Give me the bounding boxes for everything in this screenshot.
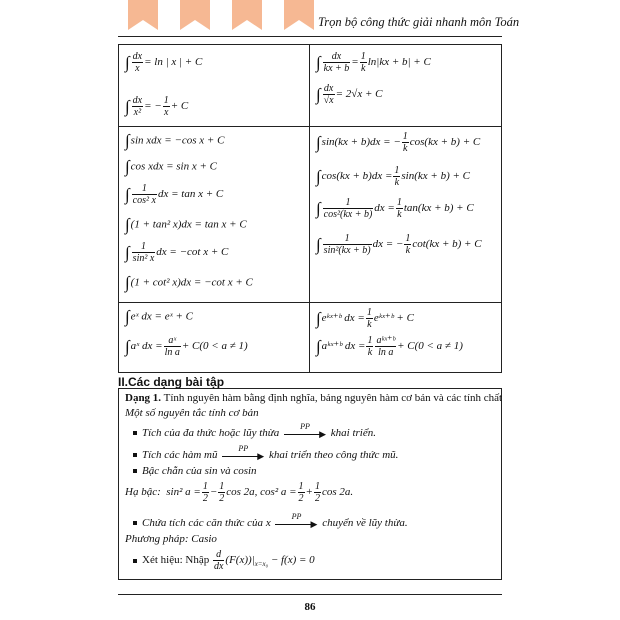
rule-exponential: Tích các hàm mũ PP ▶ khai triển theo công thức mũ. (133, 449, 398, 461)
formula-a-power-linear: ∫aᵏˣ⁺ᵇ dx = $\frac{1}{k}$ $\frac{\text{aᵏˣ⁺ᵇ}}{\text{ln a}}$ + C(0 < a ≠ 1) (316, 335, 463, 358)
formula-sin-linear: ∫sin(kx + b)dx = − $\frac{1}{k}$ cos(kx + b) + C (316, 131, 481, 154)
formula-dx-over-linear: ∫ $\frac{dx}{kx + b}$ = $\frac{1}{k}$ ln|kx + b| + C (316, 51, 431, 74)
bullet-icon (133, 521, 137, 525)
page-number: 86 (304, 601, 316, 613)
formula-cos: ∫cos xdx = sin x + C (125, 157, 218, 176)
bullet-icon (133, 559, 137, 563)
exercise-type-box (118, 388, 502, 580)
formula-exp: ∫eˣ dx = eˣ + C (125, 307, 193, 326)
formula-dx-over-x-squared: ∫ $\frac{dx}{\text{x²}}$ = − $\frac{1}{x}$ + C (125, 95, 189, 118)
box-intro: Một số nguyên tắc tính cơ bản (125, 407, 259, 419)
rule-even-power: Bậc chẵn của sin và cosin (133, 465, 257, 477)
formula-cos-linear: ∫cos(kx + b)dx = $\frac{1}{k}$ sin(kx + b) + C (316, 165, 471, 188)
formula-dx-over-sqrt: ∫ $\frac{dx}{√x}$ = 2√x + C (316, 83, 383, 106)
header-chevron-decoration (128, 0, 318, 30)
cell-exp-left (119, 303, 310, 373)
cell-basic-left (119, 45, 310, 127)
right-arrow-icon: PP ▶ (222, 449, 264, 461)
rule-polynomial: Tích của đa thức hoặc lũy thừa PP ▶ khai triển. (133, 427, 376, 439)
cell-basic-right (310, 45, 502, 127)
right-arrow-icon: PP ▶ (284, 427, 326, 439)
bullet-icon (133, 453, 137, 457)
formula-dx-over-x: ∫ $\frac{dx}{x}$ = ln | x | + C (125, 51, 203, 74)
rule-power-reduction: Hạ bậc: sin² a = $\frac{1}{2}$ − $\frac{1}{2}$ cos 2a, cos² a = $\frac{1}{2}$ + $\frac{1}{2}$ cos 2a. (125, 481, 354, 504)
formula-a-power-x: ∫aˣ dx = $\frac{\text{aˣ}}{\text{ln a}}$ + C(0 < a ≠ 1) (125, 335, 248, 358)
cell-trig-left (119, 127, 310, 303)
formula-sec-squared: ∫ $\frac{1}{\text{cos² x}}$ dx = tan x + C (125, 183, 224, 206)
rule-radicals: Chứa tích các căn thức của x PP ▶ chuyển về lũy thừa. (133, 517, 408, 529)
cell-trig-right (310, 127, 502, 303)
formula-csc-squared: ∫ $\frac{1}{\text{sin² x}}$ dx = −cot x + C (125, 241, 229, 264)
rule-casio-check: Xét hiệu: Nhập $\frac{d}{dx}$ $(F(x))|_{x=x_0} - f(x) = 0$ (133, 549, 315, 572)
formula-one-plus-cot-squared: ∫(1 + cot² x)dx = −cot x + C (125, 273, 253, 292)
formula-csc-squared-linear: ∫ $\frac{1}{\text{sin²(kx + b)}}$ dx = − $\frac{1}{k}$ cot(kx + b) + C (316, 233, 482, 256)
bullet-icon (133, 431, 137, 435)
formula-one-plus-tan-squared: ∫(1 + tan² x)dx = tan x + C (125, 215, 247, 234)
method-line: Phương pháp: Casio (125, 533, 217, 545)
bullet-icon (133, 469, 137, 473)
section-heading: II.Các dạng bài tập (118, 375, 225, 389)
box-heading: Dạng 1. Tính nguyên hàm bằng định nghĩa, bảng nguyên hàm cơ bản và các tính chất (125, 392, 503, 404)
formula-sec-squared-linear: ∫ $\frac{1}{\text{cos²(kx + b)}}$ dx = $\frac{1}{k}$ tan(kx + b) + C (316, 197, 474, 220)
footer-rule (118, 594, 502, 595)
antiderivative-table (118, 44, 502, 373)
right-arrow-icon: PP ▶ (275, 517, 317, 529)
header-rule (118, 36, 502, 37)
cell-exp-right (310, 303, 502, 373)
formula-exp-linear: ∫eᵏˣ⁺ᵇ dx = $\frac{1}{k}$ eᵏˣ⁺ᵇ + C (316, 307, 414, 330)
formula-sin: ∫sin xdx = −cos x + C (125, 131, 225, 150)
running-title: Trọn bộ công thức giải nhanh môn Toán (318, 15, 520, 29)
